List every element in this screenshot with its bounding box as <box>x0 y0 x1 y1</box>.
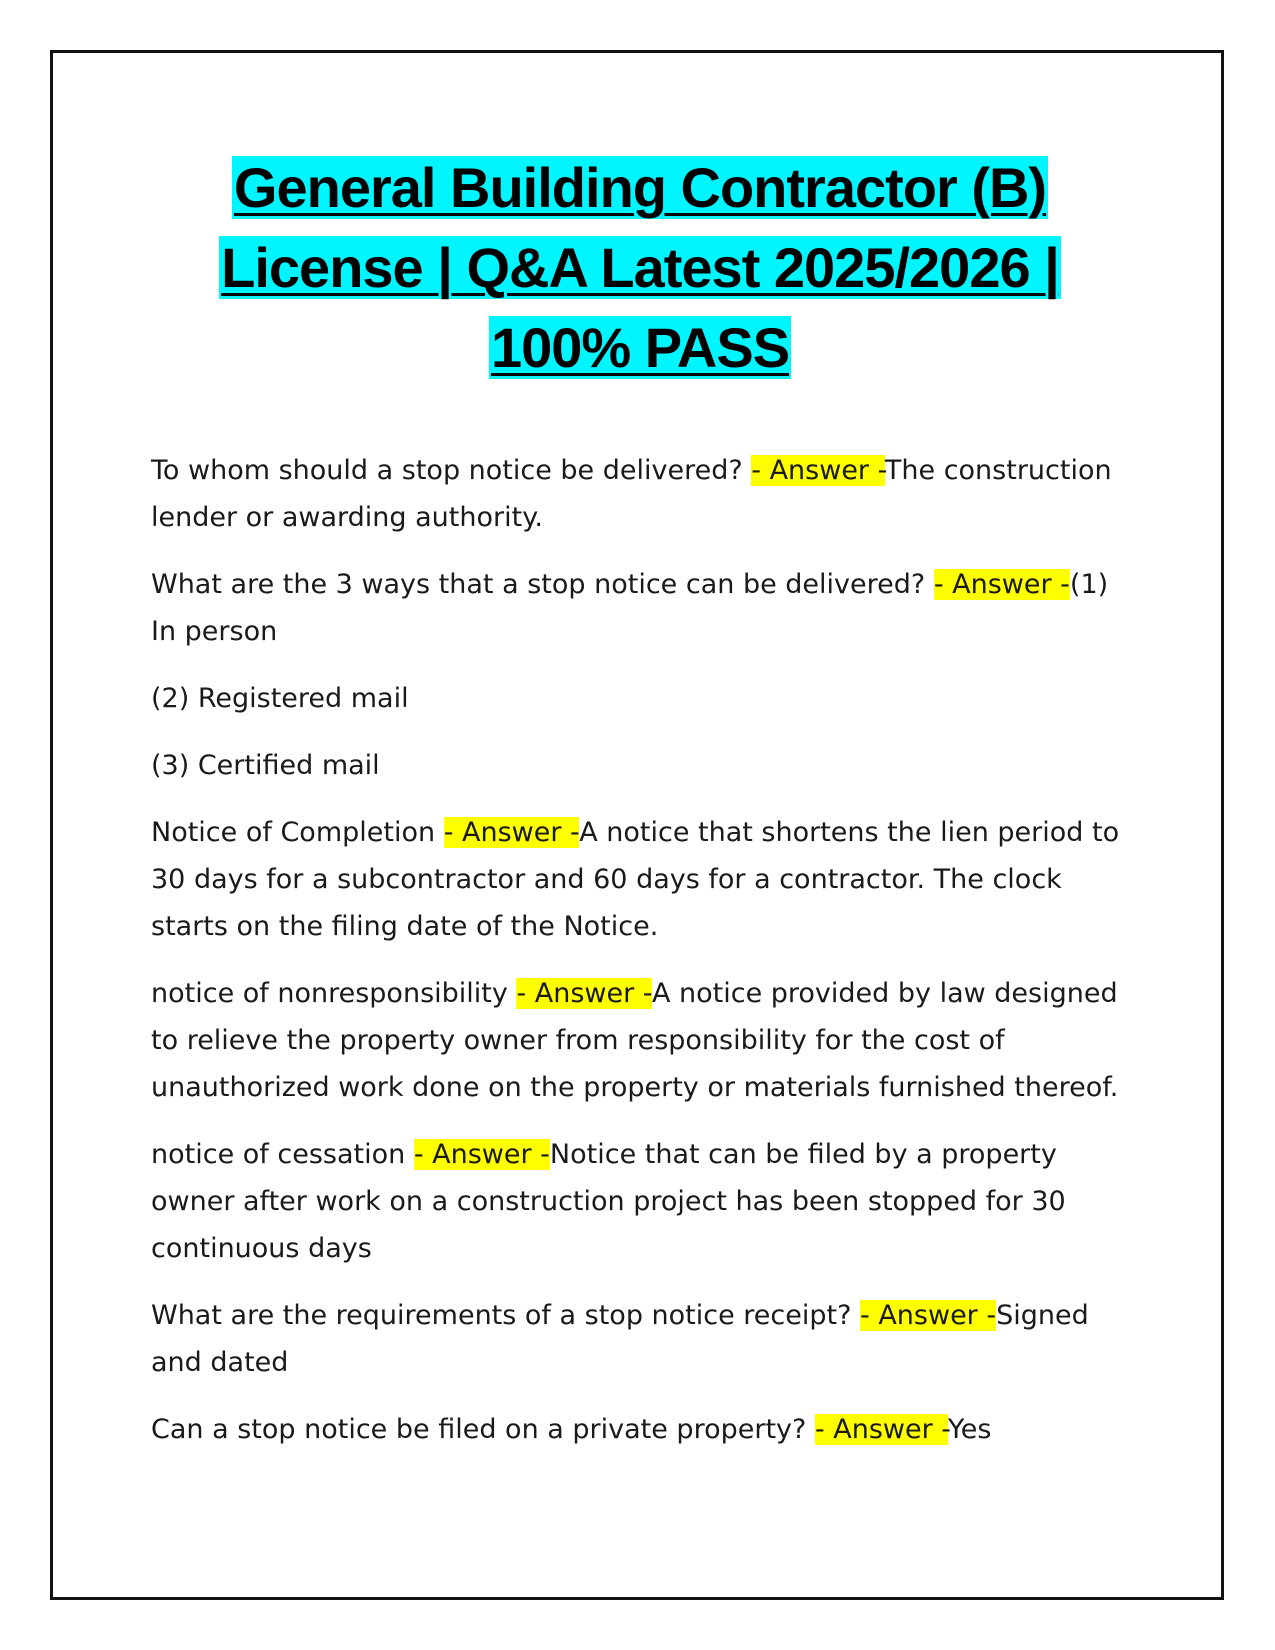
answer-tag: - Answer - <box>860 1300 997 1331</box>
question-text: Notice of Completion <box>151 817 444 848</box>
answer-tag: - Answer - <box>933 569 1070 600</box>
title-line-3: 100% PASS <box>490 316 790 379</box>
answer-text: Yes <box>947 1414 992 1445</box>
answer-text: Signed and dated <box>151 1300 1089 1378</box>
list-item-registered-mail: (2) Registered mail <box>151 683 409 714</box>
question-text: What are the requirements of a stop notice receipt? <box>151 1300 861 1331</box>
qa-list <box>151 447 1131 1473</box>
answer-tag: - Answer - <box>443 817 580 848</box>
document-title <box>60 148 1220 388</box>
answer-tag: - Answer - <box>516 978 652 1009</box>
title-line-1: General Building Contractor (B) <box>233 156 1047 219</box>
qa-item-notice-of-nonresponsibility <box>151 970 1131 1111</box>
answer-text: The construction lender or awarding authority. <box>151 455 1112 533</box>
question-text: notice of nonresponsibility <box>151 978 517 1009</box>
answer-tag: - Answer - <box>814 1414 948 1445</box>
answer-tag: - Answer - <box>413 1139 550 1170</box>
qa-item-stop-notice-receipt <box>151 1292 1131 1386</box>
qa-item-notice-of-completion <box>151 809 1131 950</box>
qa-item-delivery-ways <box>151 561 1131 655</box>
list-item-certified-mail: (3) Certified mail <box>151 750 380 781</box>
answer-text: A notice provided by law designed to relieve the property owner from responsibility for the cost of unauthorized work done on the property or materials furnished thereof. <box>151 978 1119 1103</box>
question-text: notice of cessation <box>151 1139 414 1170</box>
qa-item-private-property <box>151 1406 1131 1453</box>
title-line-2: License | Q&A Latest 2025/2026 | <box>221 236 1059 299</box>
qa-item-stop-notice-delivery <box>151 447 1131 541</box>
qa-item-notice-of-cessation <box>151 1131 1131 1272</box>
answer-text: (1) In person <box>151 569 1109 647</box>
answer-tag: - Answer - <box>751 455 885 486</box>
question-text: What are the 3 ways that a stop notice can be delivered? <box>151 569 934 600</box>
answer-text: Notice that can be filed by a property owner after work on a construction project has been stopped for 30 continuous days <box>151 1139 1066 1264</box>
question-text: Can a stop notice be filed on a private property? <box>151 1414 815 1445</box>
question-text: To whom should a stop notice be delivered? <box>151 455 752 486</box>
answer-text: A notice that shortens the lien period to 30 days for a subcontractor and 60 days for a contractor. The clock starts on the filing date of the Notice. <box>151 817 1120 942</box>
